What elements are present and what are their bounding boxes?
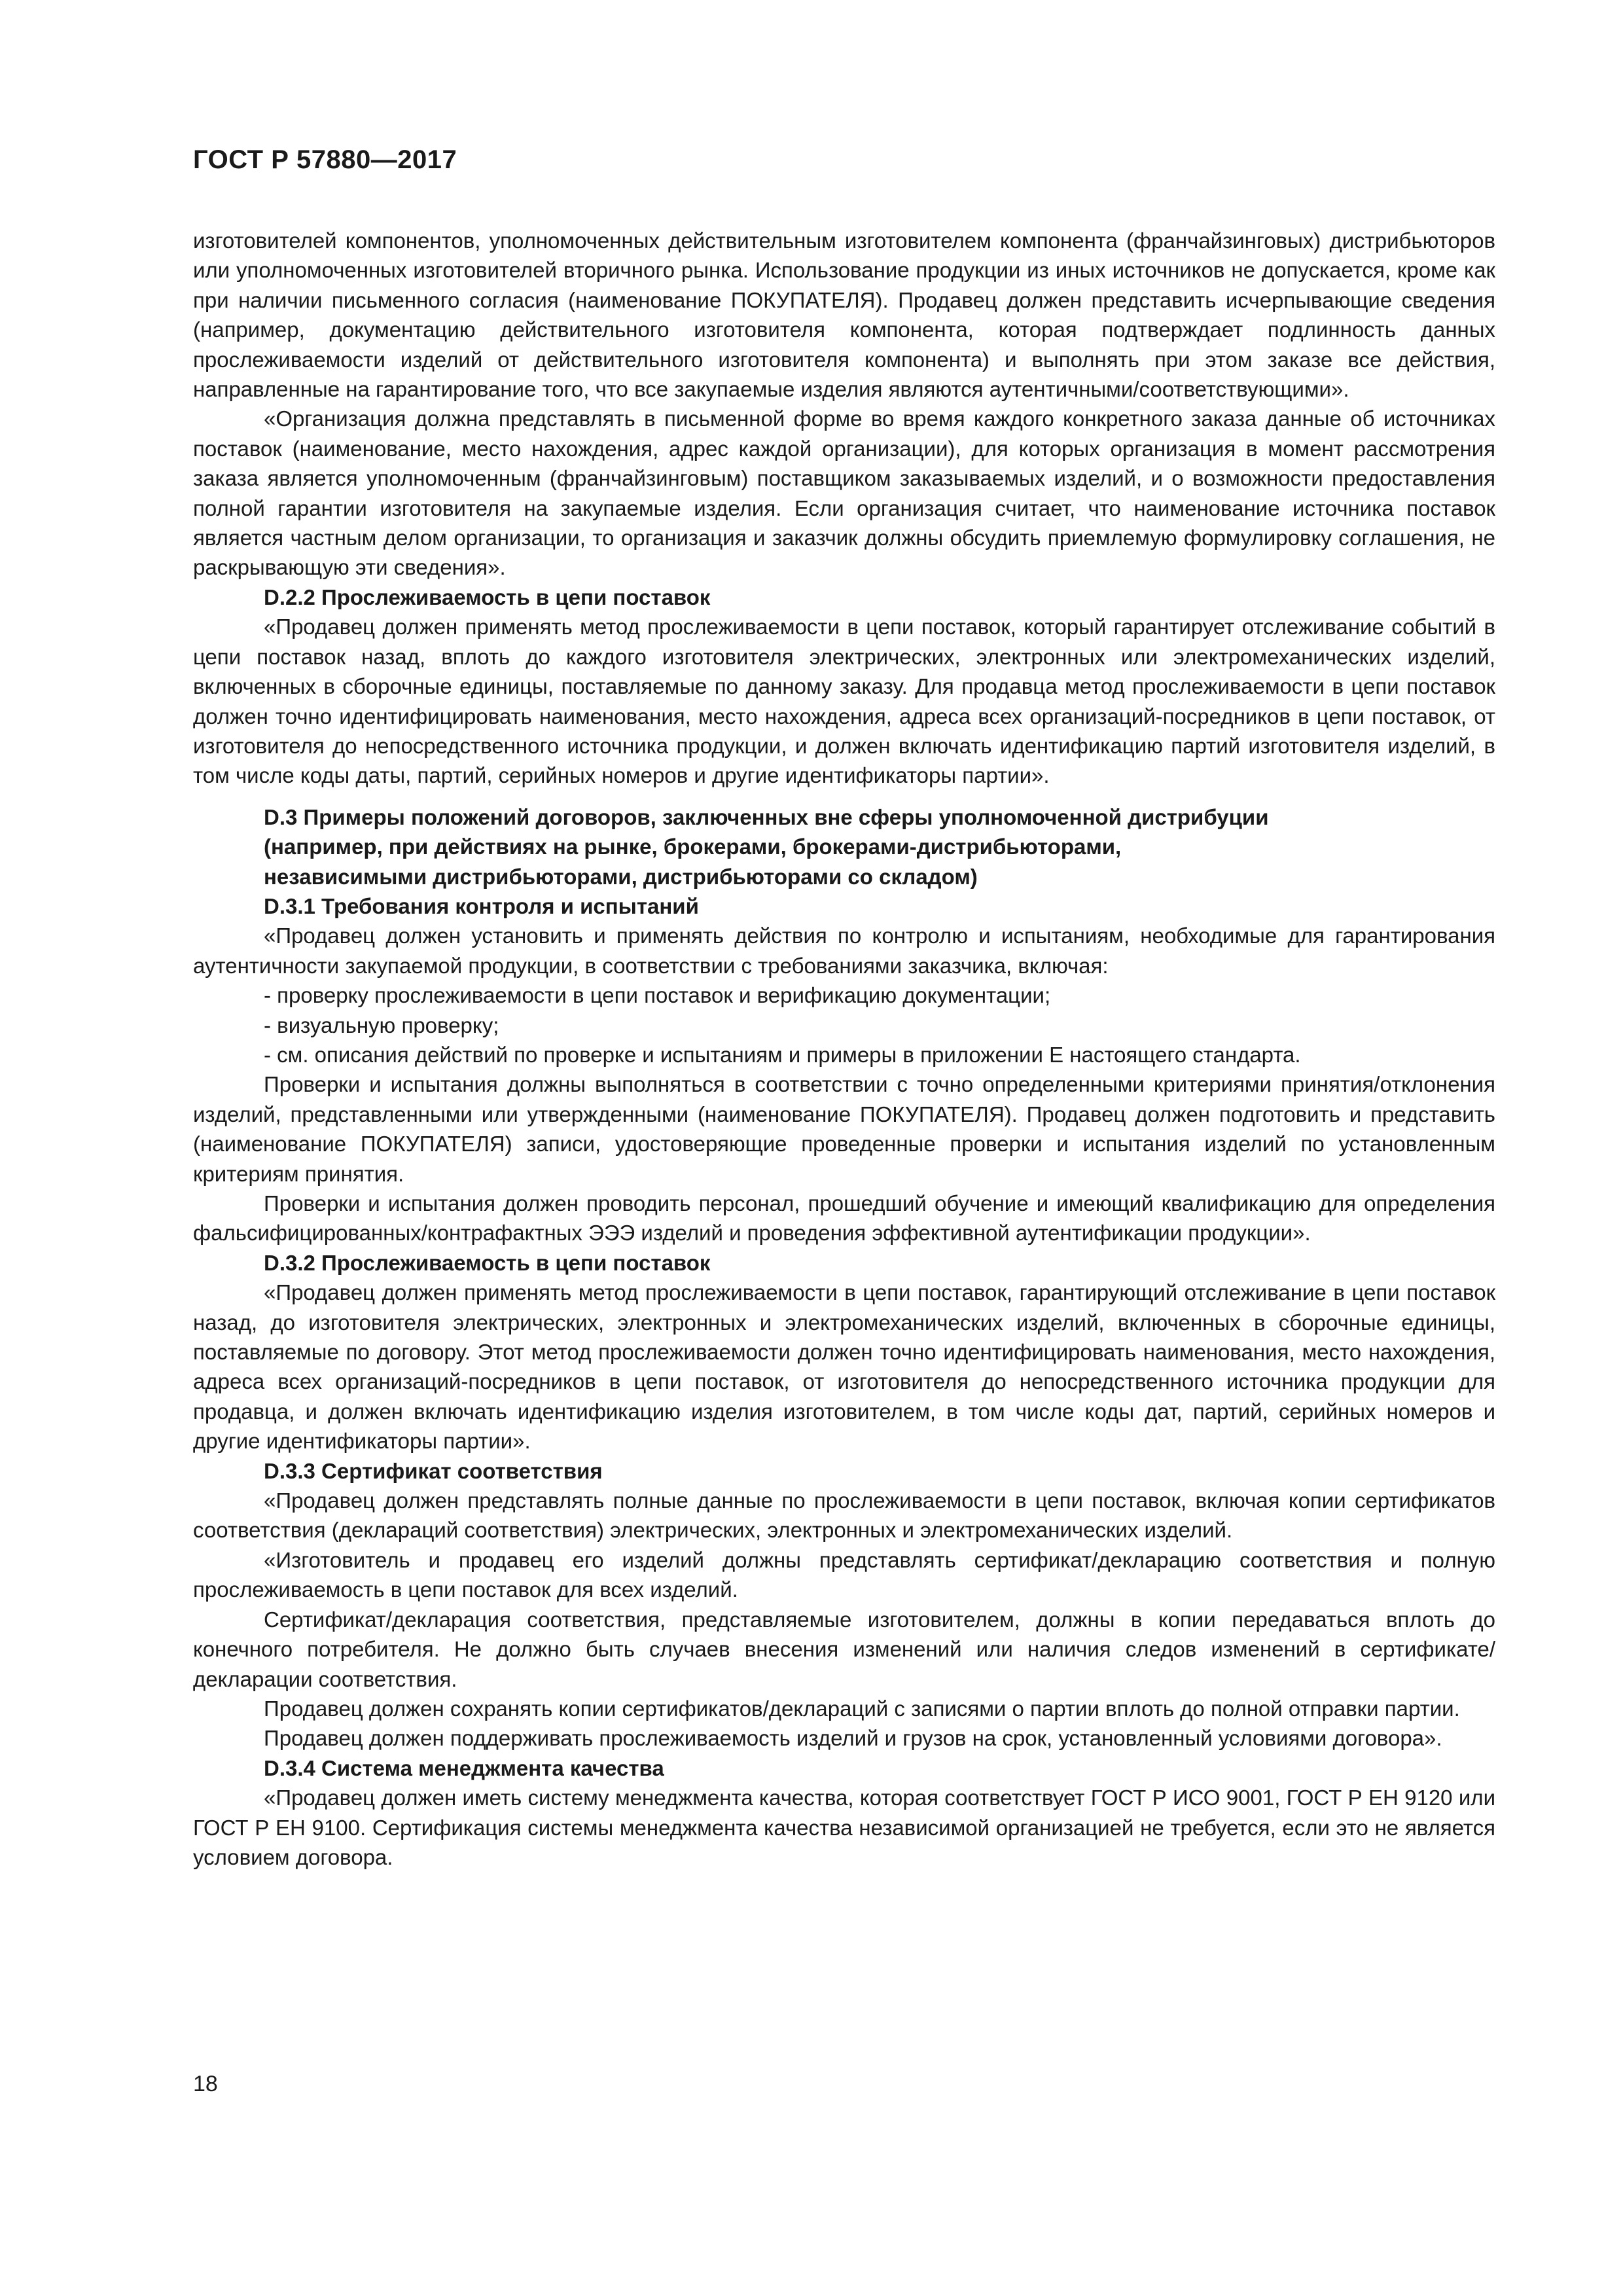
- subsection-heading-d34: D.3.4 Система менеджмента качества: [264, 1755, 664, 1780]
- paragraph: «Продавец должен применять метод прослеживаемости в цепи поставок, гарантирующий отслеживание в цепи поставок назад, до изготовителя электрических, электронных и электромеханических изделий, включенных в сборочные единицы, поставляемые по договору. Этот метод прослеживаемости должен точно идентифицировать наименования, место нахождения, адреса всех организаций-посредников в цепи поставок, от изготовителя до непосредственного источника продукции для продавца, и должен включать идентификацию изделия изготовителем, в том числе коды дат, партий, серийных номеров и другие идентификаторы партии».: [193, 1280, 1495, 1454]
- list-item: - визуальную проверку;: [264, 1013, 499, 1037]
- section-heading-line: D.3 Примеры положений договоров, заключенных вне сферы уполномоченной дистрибуции: [264, 804, 1269, 829]
- document-header-title: ГОСТ Р 57880—2017: [193, 145, 457, 174]
- subsection-heading-d31: D.3.1 Требования контроля и испытаний: [264, 893, 699, 918]
- list-item: - проверку прослеживаемости в цепи поставок и верификацию документации;: [264, 983, 1051, 1008]
- list-item: - см. описания действий по проверке и испытаниям и примеры в приложении Е настоящего стандарта.: [264, 1042, 1301, 1067]
- paragraph: «Организация должна представлять в письменной форме во время каждого конкретного заказа данные об источниках поставок (наименование, место нахождения, адрес каждой организации), для которых организация в момент рассмотрения заказа является уполномоченным (франчайзинговым) поставщиком заказываемых изделий, и о возможности предоставления полной гарантии изготовителя на закупаемые изделия. Если организация считает, что наименование источника поставок является частным делом организации, то организация и заказчик должны обсудить приемлемую формулировку соглашения, не раскрывающую эти сведения».: [193, 406, 1495, 580]
- paragraph: Проверки и испытания должен проводить персонал, прошедший обучение и имеющий квалификацию для определения фальсифицированных/контрафактных ЭЭЭ изделий и проведения эффективной аутентификации продукции».: [193, 1191, 1495, 1246]
- paragraph: Проверки и испытания должны выполняться в соответствии с точно определенными критериями принятия/отклонения изделий, представленными или утвержденными (наименование ПОКУПАТЕЛЯ). Продавец должен подготовить и представить (наименование ПОКУПАТЕЛЯ) записи, удостоверяющие проведенные проверки и испытания изделий по установленным критериям принятия.: [193, 1072, 1495, 1186]
- subsection-heading-d33: D.3.3 Сертификат соответствия: [264, 1458, 603, 1483]
- subsection-heading-d22: D.2.2 Прослеживаемость в цепи поставок: [264, 584, 711, 609]
- paragraph: «Продавец должен иметь систему менеджмента качества, которая соответствует ГОСТ Р ИСО 9001, ГОСТ Р ЕН 9120 или ГОСТ Р ЕН 9100. Сертификация системы менеджмента качества независимой организацией не требуется, если это не является условием договора.: [193, 1785, 1495, 1869]
- section-heading-line: (например, при действиях на рынке, брокерами, брокерами-дистрибьюторами,: [264, 834, 1122, 859]
- paragraph: «Продавец должен установить и применять действия по контролю и испытаниям, необходимые для гарантирования аутентичности закупаемой продукции, в соответствии с требованиями заказчика, включая:: [193, 924, 1495, 978]
- section-heading-line: независимыми дистрибьюторами, дистрибьюторами со складом): [264, 864, 978, 889]
- paragraph: «Продавец должен применять метод прослеживаемости в цепи поставок, который гарантирует отслеживание событий в цепи поставок назад, вплоть до каждого изготовителя электрических, электронных или электромеханических изделий, включенных в сборочные единицы, поставляемые по данному заказу. Для продавца метод прослеживаемости в цепи поставок должен точно идентифицировать наименования, место нахождения, адреса всех организаций-посредников в цепи поставок, от изготовителя до непосредственного источника продукции, и должен включать идентификацию партий изготовителя изделий, в том числе коды даты, партий, серийных номеров и другие идентификаторы партии».: [193, 615, 1495, 788]
- paragraph: Продавец должен поддерживать прослеживаемость изделий и грузов на срок, установленный условиями договора».: [264, 1726, 1442, 1751]
- paragraph: изготовителей компонентов, уполномоченных действительным изготовителем компонента (франчайзинговых) дистрибьюторов или уполномоченных изготовителей вторичного рынка. Использование продукции из иных источников не допускается, кроме как при наличии письменного согласия (наименование ПОКУПАТЕЛЯ). Продавец должен представить исчерпывающие сведения (например, документацию действительного изготовителя компонента, которая подтверждает подлинность данных прослеживаемости изделий от действительного изготовителя компонента) и выполнять при этом заказе все действия, направленные на гарантирование того, что все закупаемые изделия являются аутентичными/соответствующими».: [193, 228, 1495, 402]
- subsection-heading-d32: D.3.2 Прослеживаемость в цепи поставок: [264, 1250, 711, 1275]
- section-heading-d3: [193, 802, 1495, 891]
- page-number: 18: [193, 2072, 218, 2096]
- paragraph: «Изготовитель и продавец его изделий должны представлять сертификат/декларацию соответствия и полную прослеживаемость в цепи поставок для всех изделий.: [193, 1547, 1495, 1602]
- paragraph: «Продавец должен представлять полные данные по прослеживаемости в цепи поставок, включая копии сертификатов соответствия (деклараций соответствия) электрических, электронных и электромеханических изделий.: [193, 1488, 1495, 1543]
- document-body: [193, 226, 1495, 1872]
- paragraph: Продавец должен сохранять копии сертификатов/деклараций с записями о партии вплоть до полной отправки партии.: [264, 1696, 1460, 1721]
- paragraph: Сертификат/декларация соответствия, представляемые изготовителем, должны в копии передаваться вплоть до конечного потребителя. Не должно быть случаев внесения изменений или наличия следов изменений в сертификате/декларации соответствия.: [193, 1607, 1495, 1691]
